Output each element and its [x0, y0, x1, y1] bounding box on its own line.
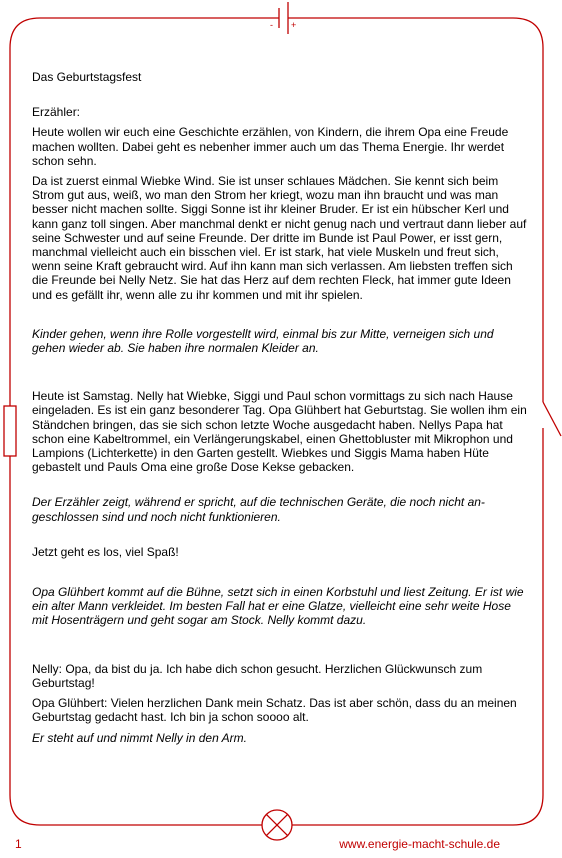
document-body	[32, 70, 530, 745]
svg-text:+: +	[291, 20, 297, 30]
resistor-icon	[4, 406, 16, 456]
document-title: Das Geburtstagsfest	[32, 70, 142, 84]
switch-icon	[543, 402, 561, 436]
stage-direction-4: Er steht auf und nimmt Nelly in den Arm.	[32, 730, 247, 745]
website-link[interactable]: www.energie-macht-schule.de	[339, 837, 500, 851]
paragraph-characters: Da ist zuerst einmal Wiebke Wind. Sie ist unser schlaues Mädchen. Sie kennt sich beim Strom gut aus, weiß, wo man den Strom her kriegt, wozu man ihn braucht und was man besser nicht machen sollte. Siggi Sonne ist ihr kleiner Bruder. Er ist ein hübscher Kerl und kann ganz toll singen. Aber manchmal denkt er nicht genug nach und vertraut dann lieber auf seine Schwester und auf seine Freunde. Der dritte im Bunde ist Paul Power, er isst gern, manchmal vielleicht auch ein bisschen viel. Er ist stark, hat viele Muskeln und freut sich, wenn seine Kraft gebraucht wird. Auf ihn kann man sich verlassen. Am liebsten treffen sich die Freunde bei Nelly Netz. Sie hat das Herz auf dem rechten Fleck, hat immer gute Ideen und es gefällt ihr, wenn alle zu ihr kommen und mit ihr spielen.	[32, 174, 527, 302]
dialogue-opa: Opa Glühbert: Vielen herzlichen Dank mein Schatz. Das ist aber schön, dass du an meinen Geburtstag gedacht hast. Ich bin ja schon soooo alt.	[32, 696, 517, 725]
stage-direction-1: Kinder gehen, wenn ihre Rolle vorgestellt wird, einmal bis zur Mitte, verneigen sich und gehen wieder ab. Sie haben ihre normalen Kleider an.	[32, 326, 494, 356]
paragraph-intro: Heute wollen wir euch eine Geschichte erzählen, von Kindern, die ihrem Opa eine Freude machen wollten. Dabei geht es nebenher immer auch um das Thema Energie. Ihr werdet schon sehn.	[32, 125, 509, 168]
stage-direction-2: Der Erzähler zeigt, während er spricht, auf die technischen Geräte, die noch nicht an-geschlossen sind und noch nicht funktionieren.	[32, 495, 485, 524]
stage-direction-3: Opa Glühbert kommt auf die Bühne, setzt sich in einen Korbstuhl und liest Zeitung. Er ist wie ein alter Mann verkleidet. Im besten Fall hat er eine Glatze, vielleicht eine sehr weite Hose mit Hosenträgern und geht sogar am Stock. Nelly kommt dazu.	[32, 585, 524, 628]
paragraph-saturday: Heute ist Samstag. Nelly hat Wiebke, Siggi und Paul schon vormittags zu sich nach Hause eingeladen. Es ist ein ganz besonderer Tag. Opa Glühbert hat Geburtstag. Sie wollen ihm ein Ständchen bringen, das sie sich schon letzte Woche ausgedacht haben. Nellys Papa hat schon eine Kabeltrommel, ein Verlängerungskabel, einen Ghettobluster mit Mikrophon und Lampions (Lichterkette) in den Garten gestellt. Wiebkes und Siggis Mama haben Hüte gebastelt und Pauls Oma eine große Dose Kekse gebacken.	[32, 389, 527, 475]
dialogue-nelly: Nelly: Opa, da bist du ja. Ich habe dich schon gesucht. Herzlichen Glückwunsch zum Geburtstag!	[32, 661, 483, 690]
lamp-icon	[262, 810, 292, 840]
svg-text:-: -	[270, 20, 273, 30]
narrator-label: Erzähler:	[32, 105, 81, 120]
battery-icon	[270, 2, 296, 34]
paragraph-start: Jetzt geht es los, viel Spaß!	[32, 544, 179, 559]
page-number: 1	[15, 837, 22, 851]
